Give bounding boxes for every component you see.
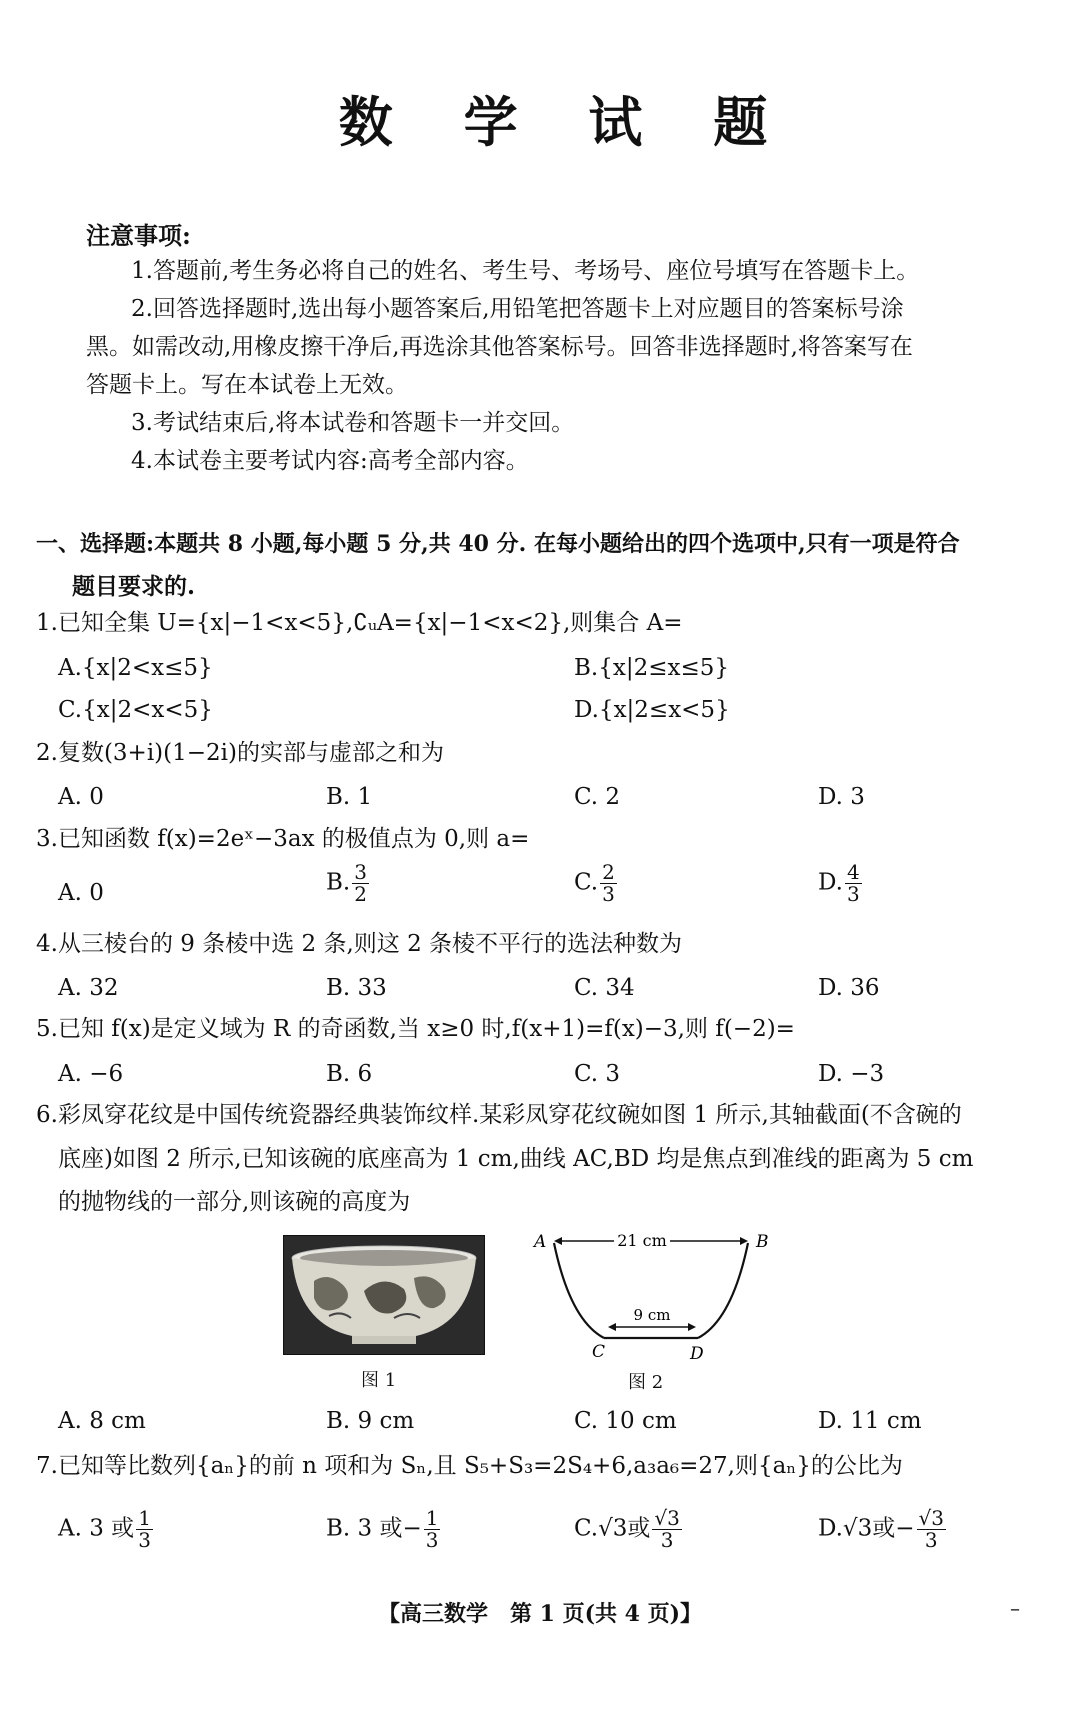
q7-option-d-label: D.√3或− — [818, 1515, 915, 1542]
q6-option-c: C. 10 cm — [574, 1408, 677, 1434]
q7-option-c-label: C.√3或 — [574, 1515, 651, 1542]
numerator: √3 — [918, 1506, 944, 1530]
question-5-stem: 5.已知 f(x)是定义域为 R 的奇函数,当 x≥0 时,f(x+1)=f(x)−3,则 f(−2)= — [36, 1016, 795, 1042]
q5-option-c: C. 3 — [574, 1061, 621, 1087]
q3-option-d — [818, 862, 864, 905]
figure-1-caption: 图 1 — [361, 1370, 397, 1391]
numerator: 1 — [425, 1506, 439, 1530]
question-4-stem: 4.从三棱台的 9 条棱中选 2 条,则这 2 条棱不平行的选法种数为 — [36, 931, 683, 957]
point-label-d: D — [690, 1344, 704, 1364]
q6-option-a: A. 8 cm — [58, 1408, 146, 1434]
question-7-stem: 7.已知等比数列{aₙ}的前 n 项和为 Sₙ,且 S₅+S₃=2S₄+6,a₃a₆=27,则{aₙ}的公比为 — [36, 1453, 903, 1479]
q1-option-c: C.{x|2<x<5} — [58, 697, 213, 723]
question-6-stem: 6.彩凤穿花纹是中国传统瓷器经典装饰纹样.某彩凤穿花纹碗如图 1 所示,其轴截面(不含碗的 — [36, 1102, 962, 1128]
point-label-b: B — [756, 1232, 769, 1252]
q7-option-a-label: A. 3 或 — [58, 1515, 135, 1542]
section-heading-cont: 题目要求的. — [72, 573, 196, 600]
fraction — [424, 1508, 441, 1551]
page-footer: 【高三数学 第 1 页(共 4 页)】 — [377, 1601, 703, 1627]
denominator: 3 — [602, 882, 615, 906]
numerator: 3 — [354, 860, 367, 884]
q5-option-d: D. −3 — [818, 1061, 885, 1087]
q2-option-b: B. 1 — [326, 784, 373, 810]
bowl-photo — [283, 1235, 485, 1355]
q4-option-c: C. 34 — [574, 975, 635, 1001]
q7-option-a — [58, 1508, 155, 1551]
notice-item: 4.本试卷主要考试内容:高考全部内容。 — [131, 448, 529, 474]
point-label-a: A — [534, 1232, 547, 1252]
q4-option-a: A. 32 — [58, 975, 119, 1001]
point-label-c: C — [592, 1342, 606, 1362]
q3-option-a: A. 0 — [58, 880, 104, 906]
q6-option-b: B. 9 cm — [326, 1408, 415, 1434]
q3-option-c-label: C. — [574, 869, 599, 896]
notice-item: 答题卡上。写在本试卷上无效。 — [86, 372, 408, 398]
curve-ac — [554, 1243, 604, 1338]
fraction — [600, 862, 617, 905]
denominator: 3 — [846, 882, 860, 906]
question-1-stem: 1.已知全集 U={x|−1<x<5},∁ᵤA={x|−1<x<2},则集合 A= — [36, 610, 683, 636]
bowl-cross-section-diagram — [530, 1225, 790, 1365]
numerator: 2 — [602, 860, 615, 884]
arrowhead-icon — [688, 1323, 696, 1331]
question-6-stem-cont: 的抛物线的一部分,则该碗的高度为 — [58, 1189, 411, 1215]
q5-option-a: A. −6 — [58, 1061, 124, 1087]
denominator: 3 — [660, 1528, 674, 1552]
arrowhead-icon — [608, 1323, 616, 1331]
q3-option-d-label: D. — [818, 869, 843, 896]
denominator: 2 — [354, 882, 367, 906]
denominator: 3 — [138, 1528, 151, 1552]
q4-option-b: B. 33 — [326, 975, 387, 1001]
q3-option-c — [574, 862, 619, 905]
curve-bd — [698, 1243, 748, 1338]
top-width-label: 21 cm — [617, 1231, 667, 1250]
bottom-width-label: 9 cm — [633, 1306, 671, 1324]
fraction — [845, 862, 862, 905]
notice-item: 1.答题前,考生务必将自己的姓名、考生号、考场号、座位号填写在答题卡上。 — [131, 258, 920, 284]
denominator: 3 — [924, 1528, 938, 1552]
denominator: 3 — [425, 1528, 439, 1552]
q2-option-c: C. 2 — [574, 784, 621, 810]
q2-option-d: D. 3 — [818, 784, 865, 810]
question-2-stem: 2.复数(3+i)(1−2i)的实部与虚部之和为 — [36, 740, 444, 766]
q5-option-b: B. 6 — [326, 1061, 373, 1087]
q7-option-c — [574, 1508, 684, 1551]
fraction — [917, 1508, 946, 1551]
fraction — [352, 862, 369, 905]
page-title: 数 学 试 题 — [338, 90, 794, 154]
notice-item: 2.回答选择题时,选出每小题答案后,用铅笔把答题卡上对应题目的答案标号涂 — [131, 296, 904, 322]
q4-option-d: D. 36 — [818, 975, 880, 1001]
q3-option-b-label: B. — [326, 869, 351, 896]
q7-option-b — [326, 1508, 442, 1551]
notice-item: 黑。如需改动,用橡皮擦干净后,再选涂其他答案标号。回答非选择题时,将答案写在 — [86, 334, 913, 360]
figure-2-caption: 图 2 — [628, 1372, 664, 1393]
q1-option-b: B.{x|2≤x≤5} — [574, 655, 729, 681]
fraction — [652, 1508, 681, 1551]
q2-option-a: A. 0 — [58, 784, 104, 810]
numerator: √3 — [654, 1506, 680, 1530]
q3-option-b — [326, 862, 371, 905]
numerator: 4 — [846, 860, 860, 884]
q7-option-b-label: B. 3 或− — [326, 1515, 422, 1542]
question-3-stem: 3.已知函数 f(x)=2eˣ−3ax 的极值点为 0,则 a= — [36, 826, 530, 852]
bowl-icon — [284, 1236, 484, 1354]
question-6-stem-cont: 底座)如图 2 所示,已知该碗的底座高为 1 cm,曲线 AC,BD 均是焦点到准线的距离为 5 cm — [58, 1146, 974, 1172]
q1-option-a: A.{x|2<x≤5} — [58, 655, 213, 681]
notice-item: 3.考试结束后,将本试卷和答题卡一并交回。 — [131, 410, 575, 436]
q6-option-d: D. 11 cm — [818, 1408, 922, 1434]
q1-option-d: D.{x|2≤x<5} — [574, 697, 730, 723]
notice-heading: 注意事项: — [86, 221, 191, 250]
q7-option-d — [818, 1508, 948, 1551]
section-heading: 一、选择题:本题共 8 小题,每小题 5 分,共 40 分. 在每小题给出的四个选项中,只有一项是符合 — [36, 531, 960, 557]
fraction — [136, 1508, 153, 1551]
corner-mark: – — [1010, 1596, 1020, 1620]
numerator: 1 — [138, 1506, 151, 1530]
